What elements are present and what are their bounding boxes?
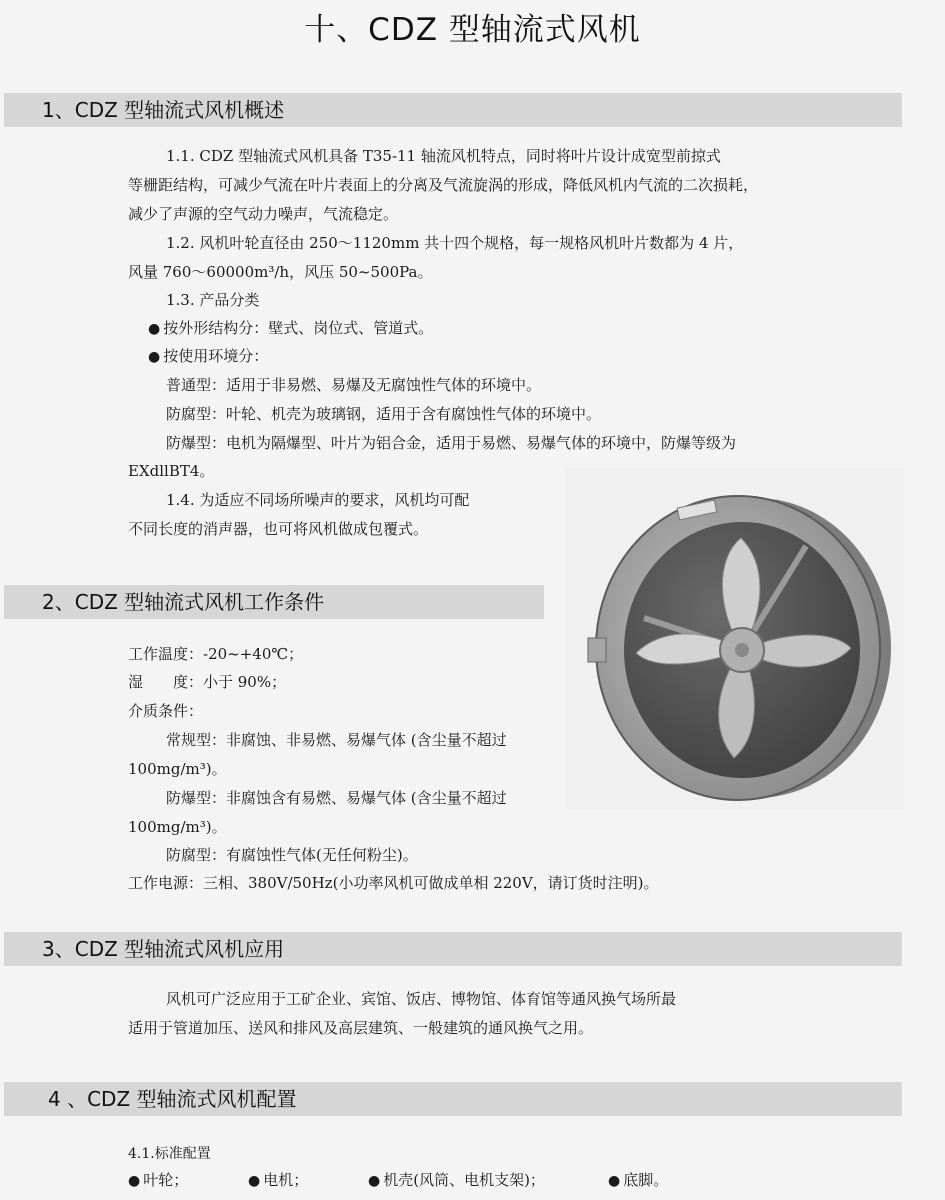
- config-item-motor: ● 电机；: [248, 1170, 308, 1191]
- paragraph-line: EXdllBT4。: [128, 462, 215, 480]
- section-heading-configuration: 4 、CDZ 型轴流式风机配置: [4, 1082, 902, 1116]
- paragraph-line: 1.3. 产品分类: [166, 291, 260, 309]
- paragraph-line: 普通型：适用于非易燃、易爆及无腐蚀性气体的环境中。: [166, 376, 542, 394]
- section-heading-application: 3、CDZ 型轴流式风机应用: [4, 932, 902, 966]
- paragraph-line: 不同长度的消声器，也可将风机做成包覆式。: [128, 520, 429, 538]
- paragraph-line: 防腐型：叶轮、机壳为玻璃钢，适用于含有腐蚀性气体的环境中。: [166, 405, 602, 423]
- paragraph-line: 1.2. 风机叶轮直径由 250～1120mm 共十四个规格，每一规格风机叶片数都为 4 片，: [166, 234, 744, 252]
- section-heading-conditions: 2、CDZ 型轴流式风机工作条件: [4, 585, 544, 619]
- paragraph-line: 1.4. 为适应不同场所噪声的要求，风机均可配: [166, 491, 470, 509]
- paragraph-line: 防腐型：有腐蚀性气体(无任何粉尘)。: [166, 846, 418, 864]
- paragraph-line: 100mg/m³)。: [128, 760, 227, 778]
- paragraph-line: 湿 度：小于 90%；: [128, 673, 287, 691]
- config-item-impeller: ● 叶轮；: [128, 1170, 188, 1191]
- paragraph-line: 风机可广泛应用于工矿企业、宾馆、饭店、博物馆、体育馆等通风换气场所最: [166, 990, 677, 1008]
- paragraph-line: 工作温度：-20~+40℃；: [128, 645, 304, 663]
- paragraph-line: 防爆型：电机为隔爆型、叶片为铝合金，适用于易燃、易爆气体的环境中，防爆等级为: [166, 434, 737, 452]
- paragraph-line: 介质条件：: [128, 702, 204, 720]
- paragraph-line: 防爆型：非腐蚀含有易燃、易爆气体 (含尘量不超过: [166, 789, 507, 807]
- paragraph-line: 工作电源：三相、380V/50Hz(小功率风机可做成单相 220V，请订货时注明)。: [128, 874, 659, 892]
- bullet-item: ● 按外形结构分：壁式、岗位式、管道式。: [148, 318, 433, 339]
- paragraph-line: 1.1. CDZ 型轴流式风机具备 T35-11 轴流风机特点，同时将叶片设计成宽型前掠式: [166, 147, 721, 165]
- paragraph-line: 常规型：非腐蚀、非易燃、易爆气体 (含尘量不超过: [166, 731, 507, 749]
- bullet-item: ● 按使用环境分：: [148, 346, 268, 367]
- section-heading-overview: 1、CDZ 型轴流式风机概述: [4, 93, 902, 127]
- paragraph-line: 等栅距结构，可减少气流在叶片表面上的分离及气流旋涡的形成，降低风机内气流的二次损耗，: [128, 176, 759, 194]
- paragraph-line: 4.1.标准配置: [128, 1146, 211, 1162]
- paragraph-line: 减少了声源的空气动力噪声，气流稳定。: [128, 205, 399, 223]
- config-item-base: ● 底脚。: [608, 1170, 668, 1191]
- axial-fan-image: [566, 468, 904, 810]
- config-item-casing: ● 机壳(风筒、电机支架)；: [368, 1170, 545, 1191]
- paragraph-line: 100mg/m³)。: [128, 818, 227, 836]
- paragraph-line: 适用于管道加压、送风和排风及高层建筑、一般建筑的通风换气之用。: [128, 1019, 594, 1037]
- page-title: 十、CDZ 型轴流式风机: [304, 12, 641, 48]
- paragraph-line: 风量 760～60000m³/h，风压 50~500Pa。: [128, 263, 433, 281]
- axial-fan-illustration: [566, 468, 904, 810]
